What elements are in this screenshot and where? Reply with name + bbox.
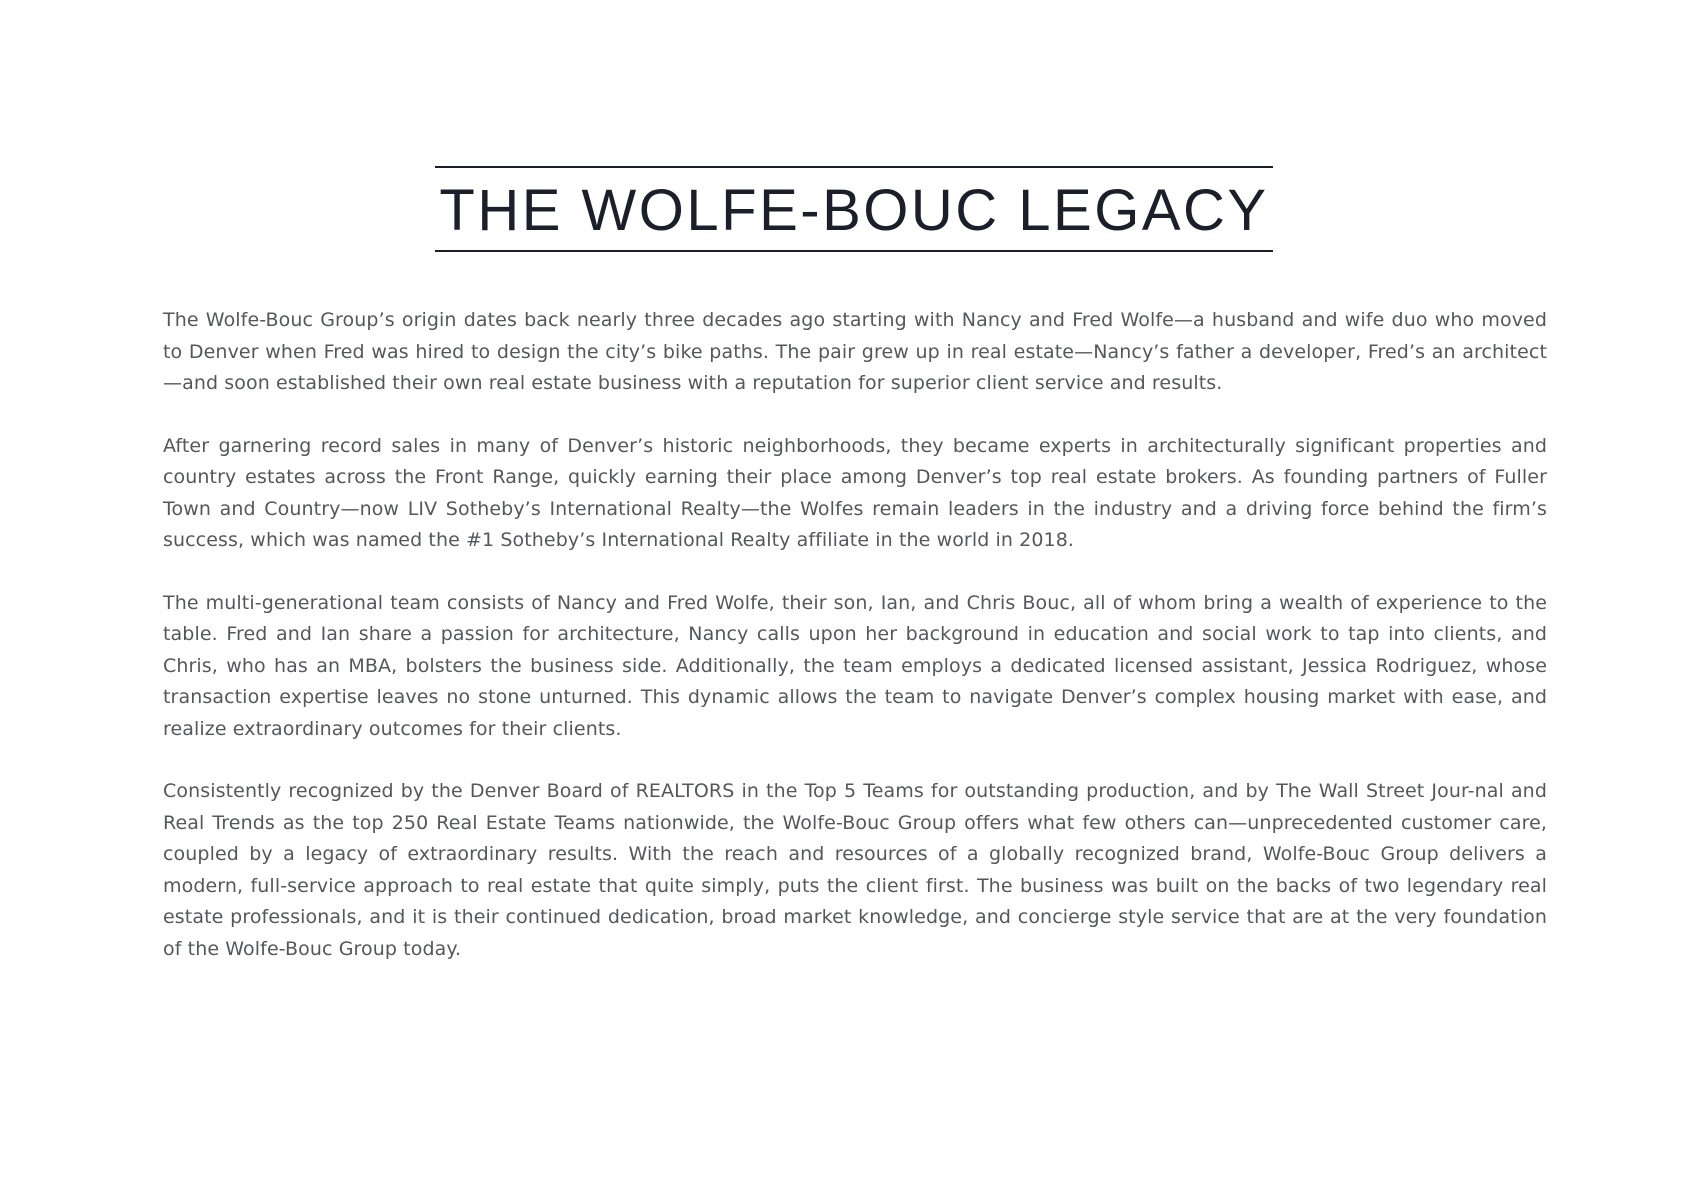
body-text — [163, 305, 1547, 996]
paragraph-record-sales: After garnering record sales in many of Denver’s historic neighborhoods, they became experts in architecturally significant properties and country estates across the Front Range, quickly earning their place among Denver’s top real estate brokers. As founding partners of Fuller Town and Country—now LIV Sotheby’s International Realty—the Wolfes remain leaders in the industry and a driving force behind the firm’s success, which was named the #1 Sotheby’s International Realty affiliate in the world in 2018. — [163, 434, 1547, 551]
paragraph-recognition: Consistently recognized by the Denver Board of REALTORS in the Top 5 Teams for outstanding production, and by The Wall Street Jour-nal and Real Trends as the top 250 Real Estate Teams nationwide, the Wolfe-Bouc Group offers what few others can—unprecedented customer care, coupled by a legacy of extraordinary results. With the reach and resources of a globally recognized brand, Wolfe-Bouc Group delivers a modern, full-service approach to real estate that quite simply, puts the client first. The business was built on the backs of two legendary real estate professionals, and it is their continued dedication, broad market knowledge, and concierge style service that are at the very foundation of the Wolfe-Bouc Group today. — [163, 780, 1547, 960]
title-block — [0, 166, 1708, 252]
paragraph-team: The multi-generational team consists of Nancy and Fred Wolfe, their son, Ian, and Chris Bouc, all of whom bring a wealth of experience to the table. Fred and Ian share a passion for architecture, Nancy calls upon her background in education and social work to tap into clients, and Chris, who has an MBA, bolsters the business side. Additionally, the team employs a dedicated licensed assistant, Jessica Rodriguez, whose transaction expertise leaves no stone unturned. This dynamic allows the team to navigate Denver’s complex housing market with ease, and realize extraordinary outcomes for their clients. — [163, 591, 1547, 740]
page-title: THE WOLFE-BOUC LEGACY — [435, 166, 1272, 252]
paragraph-origin: The Wolfe-Bouc Group’s origin dates back nearly three decades ago starting with Nancy and Fred Wolfe—a husband and wife duo who moved to Denver when Fred was hired to design the city’s bike paths. The pair grew up in real estate—Nancy’s father a developer, Fred’s an architect—and soon established their own real estate business with a reputation for superior client service and results. — [163, 309, 1547, 394]
